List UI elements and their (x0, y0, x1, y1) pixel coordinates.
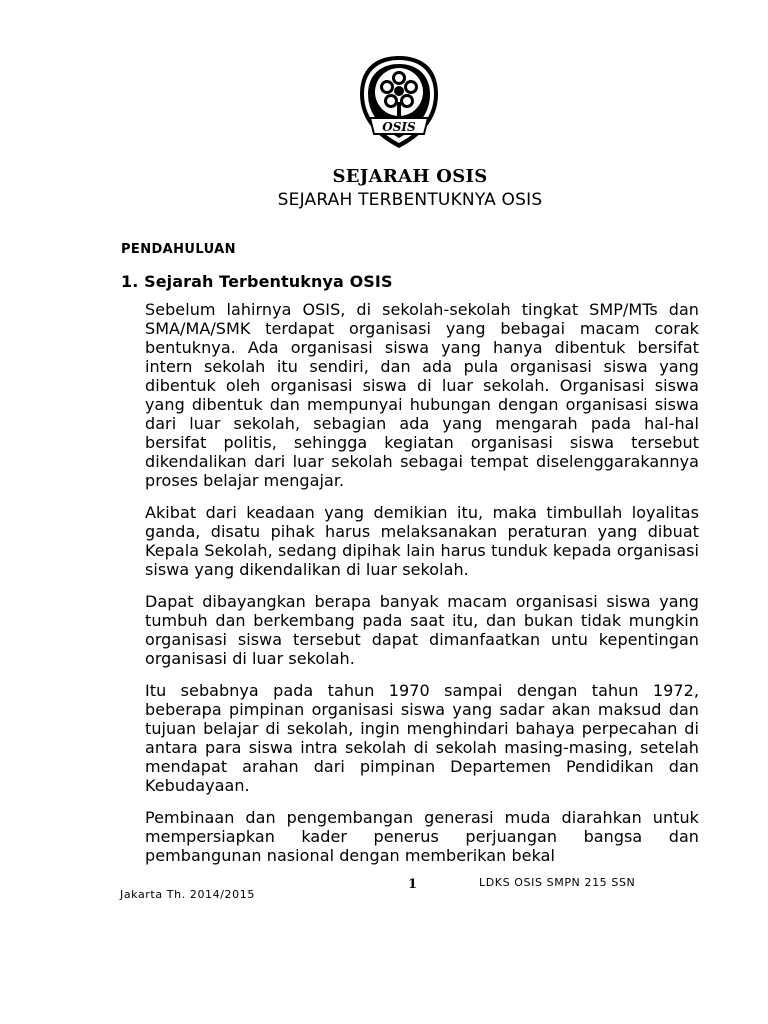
section-heading: 1. Sejarah Terbentuknya OSIS (121, 272, 393, 291)
osis-logo-icon (356, 54, 442, 150)
paragraph: Dapat dibayangkan berapa banyak macam organisasi siswa yang tumbuh dan berkembang pada saat itu, dan bukan tidak mungkin organisasi siswa tersebut dapat dimanfaatkan untu kepentingan organisasi di luar sekolah. (145, 592, 699, 668)
footer-right-text: LDKS OSIS SMPN 215 SSN (479, 876, 636, 889)
page-number: 1 (408, 877, 418, 892)
section-label: PENDAHULUAN (121, 242, 236, 257)
section-body (145, 300, 699, 865)
paragraph: Itu sebabnya pada tahun 1970 sampai dengan tahun 1972, beberapa pimpinan organisasi siswa yang sadar akan maksud dan tujuan belajar di sekolah, ingin menghindari bahaya perpecahan di antara para siswa intra sekolah di sekolah masing-masing, setelah mendapat arahan dari pimpinan Departemen Pendidikan dan Kebudayaan. (145, 681, 699, 795)
paragraph: Pembinaan dan pengembangan generasi muda diarahkan untuk mempersiapkan kader penerus perjuangan bangsa dan pembangunan nasional dengan memberikan bekal (145, 808, 699, 865)
paragraph: Akibat dari keadaan yang demikian itu, maka timbullah loyalitas ganda, disatu pihak harus melaksanakan peraturan yang dibuat Kepala Sekolah, sedang dipihak lain harus tunduk kepada organisasi siswa yang dikendalikan di luar sekolah. (145, 503, 699, 579)
paragraph: Sebelum lahirnya OSIS, di sekolah-sekolah tingkat SMP/MTs dan SMA/MA/SMK terdapat organisasi yang bebagai macam corak bentuknya. Ada organisasi siswa yang hanya dibentuk bersifat intern sekolah itu sendiri, dan ada pula organisasi siswa yang dibentuk oleh organisasi siswa di luar sekolah. Organisasi siswa yang dibentuk dan mempunyai hubungan dengan organisasi siswa dari luar sekolah, sebagian ada yang mengarah pada hal-hal bersifat politis, sehingga kegiatan organisasi siswa tersebut dikendalikan dari luar sekolah sebagai tempat diselenggarakannya proses belajar mengajar. (145, 300, 699, 490)
logo-text: OSIS (382, 120, 416, 134)
document-subtitle: SEJARAH TERBENTUKNYA OSIS (277, 190, 543, 210)
footer-left-text: Jakarta Th. 2014/2015 (120, 888, 255, 901)
document-title: SEJARAH OSIS (332, 166, 488, 187)
